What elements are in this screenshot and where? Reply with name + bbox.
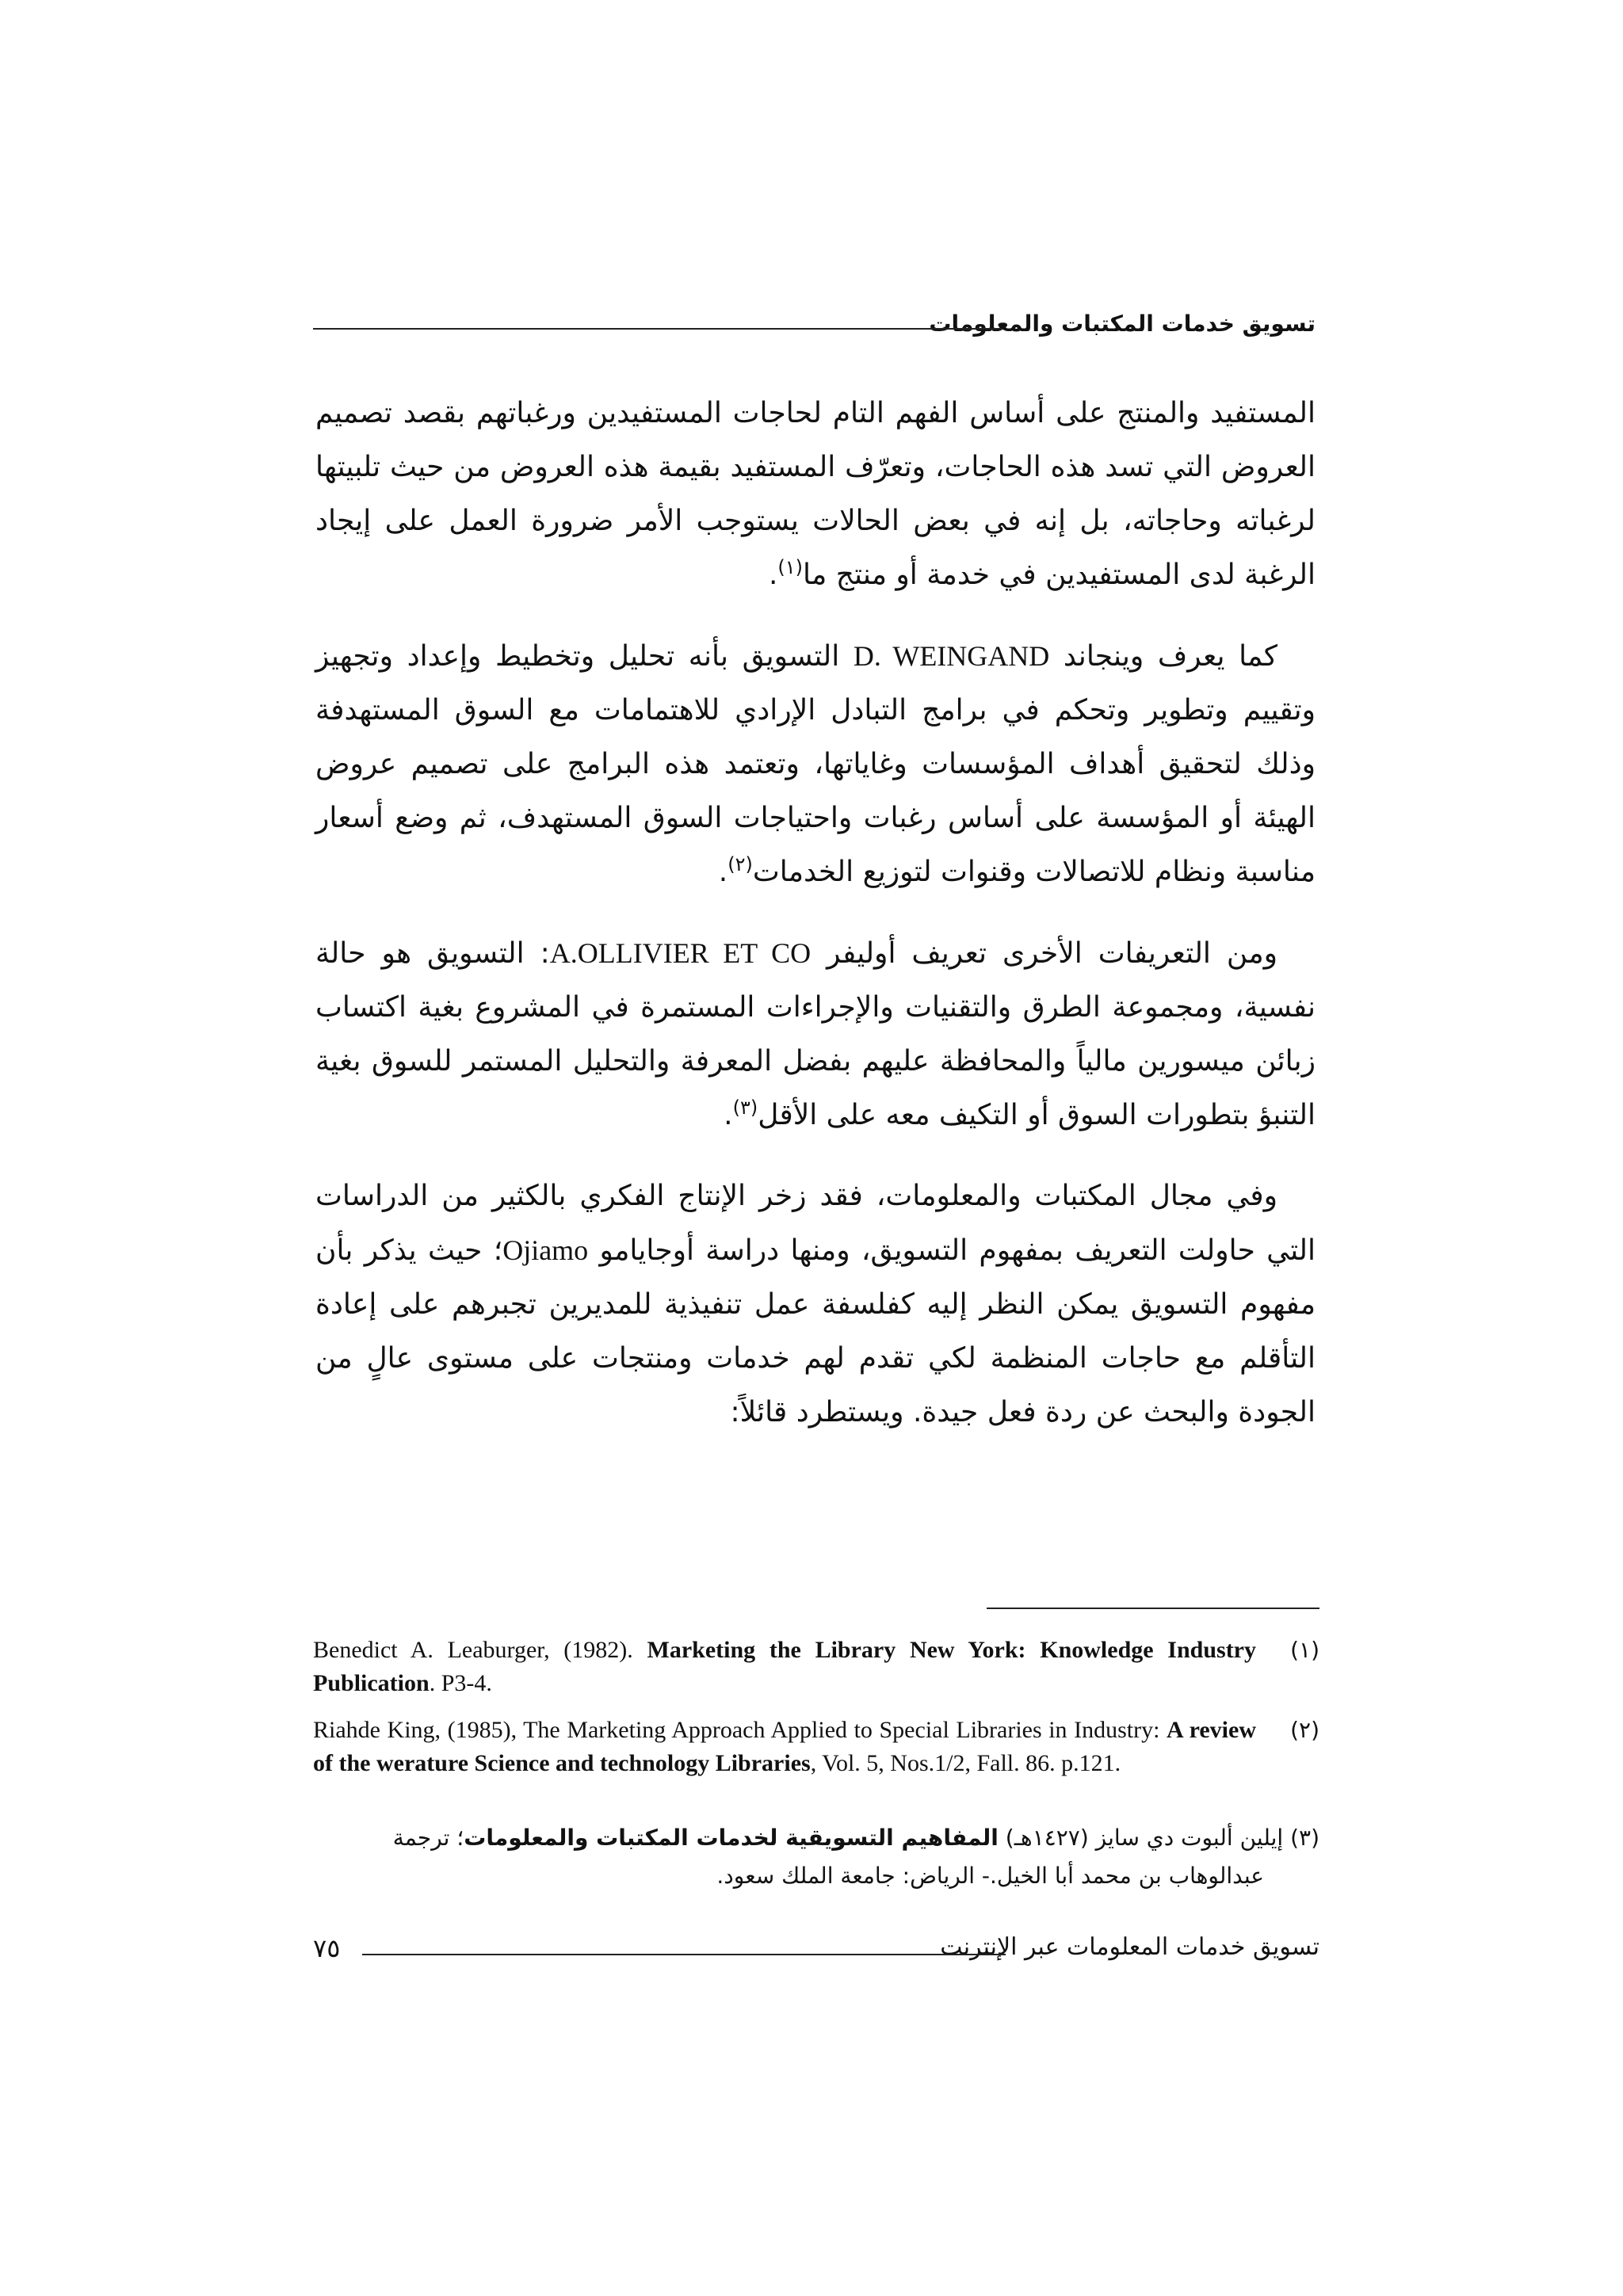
footnote-ref-2[interactable]: (٢) <box>727 853 753 875</box>
paragraph-3-text-a: ومن التعريفات الأخرى تعريف أوليفر <box>811 937 1277 970</box>
footnote-ref-1[interactable]: (١) <box>777 556 804 578</box>
footnote-1-author: Benedict A. Leaburger, (1982). <box>313 1637 647 1663</box>
running-header <box>313 306 1316 353</box>
paragraph-3-end: . <box>724 1099 733 1131</box>
paragraph-1 <box>315 387 1316 602</box>
footnote-2 <box>313 1714 1319 1780</box>
footnote-3-title: المفاهيم التسويقية لخدمات المكتبات والمعلومات <box>464 1825 999 1851</box>
footnote-2-title: A review of the werature Science and technology Libraries <box>313 1717 1256 1776</box>
footer-book-title: تسويق خدمات المعلومات عبر الإنترنت <box>940 1933 1319 1961</box>
paragraph-3 <box>315 926 1316 1142</box>
footnote-separator <box>987 1608 1319 1609</box>
footnote-1 <box>313 1634 1319 1700</box>
footnote-1-title: Marketing the Library New York: Knowledge Industry Publication <box>313 1637 1257 1696</box>
paragraph-4 <box>315 1169 1316 1440</box>
paragraph-1-end: . <box>768 559 778 591</box>
footnote-3-translation: ؛ ترجمة <box>392 1825 464 1851</box>
footnote-3-author: إيلين ألبوت دي سايز (١٤٢٧هـ) <box>998 1825 1291 1851</box>
paragraph-2-text-a: كما يعرف وينجاند <box>1049 640 1277 673</box>
paragraph-2-text-b: التسويق بأنه تحليل وتخطيط وإعداد وتجهيز وتقييم وتطوير وتحكم في برامج التبادل الإرادي للاهتمامات مع السوق المستهدفة وذلك لتحقيق أهداف المؤسسات وغاياتها، وتعتمد هذه البرامج على تصميم عروض الهيئة أو المؤسسة على أساس رغبات واحتياجات السوق المستهدف، ثم وضع أسعار مناسبة ونظام للاتصالات وقنوات لتوزيع الخدمات <box>315 640 1316 888</box>
paragraph-4-text-a: وفي مجال المكتبات والمعلومات، فقد زخر الإنتاج الفكري بالكثير من الدراسات التي حاولت التعريف بمفهوم التسويق، ومنها دراسة أوجايامو <box>315 1180 1316 1267</box>
paragraph-2 <box>315 629 1316 899</box>
page-number: ٧٥ <box>313 1933 341 1963</box>
footnote-2-details: , Vol. 5, Nos.1/2, Fall. 86. p.121. <box>810 1750 1121 1776</box>
footnote-2-text <box>313 1714 1256 1780</box>
header-title: تسويق خدمات المكتبات والمعلومات <box>929 311 1316 337</box>
body-text <box>315 387 1316 1466</box>
footnote-ref-3[interactable]: (٣) <box>732 1097 758 1119</box>
footnote-1-number: (١) <box>1290 1637 1319 1663</box>
footnote-1-pages: . P3-4. <box>429 1670 492 1696</box>
footnote-3-publisher: عبدالوهاب بن محمد أبا الخيل.- الرياض: جامعة الملك سعود. <box>716 1863 1264 1889</box>
paragraph-2-end: . <box>718 856 728 888</box>
header-rule <box>313 328 1002 330</box>
footnote-3 <box>313 1819 1319 1895</box>
paragraph-4-latin-name: Ojiamo <box>502 1234 589 1266</box>
paragraph-2-latin-name: D. WEINGAND <box>853 640 1050 672</box>
footnote-2-number: (٢) <box>1290 1717 1319 1743</box>
paragraph-3-text-b: : التسويق هو حالة نفسية، ومجموعة الطرق والتقنيات والإجراءات المستمرة في المشروع بغية اكتساب زبائن ميسورين مالياً والمحافظة عليهم بفضل المعرفة والتحليل المستمر للسوق بغية التنبؤ بتطورات السوق أو التكيف معه على الأقل <box>315 937 1316 1131</box>
footnote-1-text <box>313 1634 1256 1700</box>
page-footer <box>313 1933 1319 1973</box>
paragraph-4-text-b: ؛ حيث يذكر بأن مفهوم التسويق يمكن النظر إليه كفلسفة عمل تنفيذية للمديرين تجبرهم على إعادة التأقلم مع حاجات المنظمة لكي تقدم لهم خدمات ومنتجات على مستوى عالٍ من الجودة والبحث عن ردة فعل جيدة. ويستطرد قائلاً: <box>315 1234 1316 1428</box>
footer-rule <box>362 1954 1006 1955</box>
paragraph-1-text: المستفيد والمنتج على أساس الفهم التام لحاجات المستفيدين ورغباتهم بقصد تصميم العروض التي تسد هذه الحاجات، وتعرّف المستفيد بقيمة هذه العروض من حيث تلبيتها لرغباته وحاجاته، بل إنه في بعض الحالات يستوجب الأمر ضرورة العمل على إيجاد الرغبة لدى المستفيدين في خدمة أو منتج ما <box>315 397 1316 591</box>
footnote-3-number: (٣) <box>1290 1825 1319 1851</box>
footnote-2-author: Riahde King, (1985), The Marketing Approach Applied to Special Libraries in Industry: <box>313 1717 1167 1743</box>
paragraph-3-latin-name: A.OLLIVIER ET CO <box>549 937 812 969</box>
